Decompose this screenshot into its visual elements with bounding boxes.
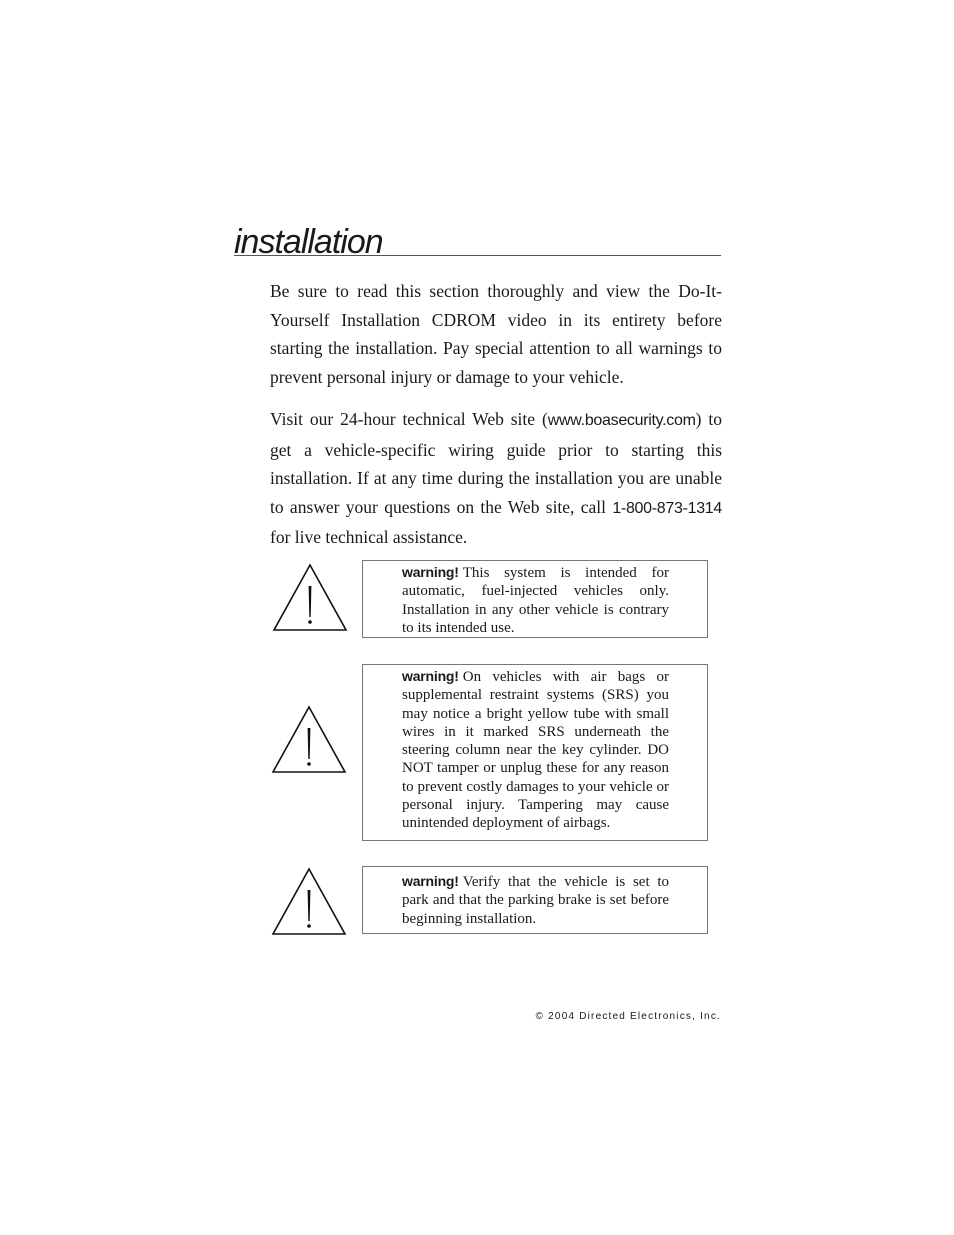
warning-triangle-icon [271, 704, 347, 774]
warning-text: On vehicles with air bags or supplemental restraint systems (SRS) you may notice a bright yellow tube with small wires in it marked SRS underneath the steering column near the key cylinder. DO NOT tamper or unplug these for any reason to prevent costly damages to your vehicle or personal injury. Tampering may cause unintended deployment of airbags. [402, 669, 669, 832]
warning-label: warning! [402, 564, 459, 580]
warning-label: warning! [402, 668, 459, 684]
warning-triangle-icon [271, 866, 347, 936]
intro-paragraph: Be sure to read this section thoroughly and view the Do-It-Yourself Installation CDROM video in its entirety before starting the installation. Pay special attention to all warnings to prevent personal injury or damage to your vehicle. [270, 281, 722, 387]
support-phone: 1-800-873-1314 [612, 499, 722, 517]
website-link[interactable]: www.boasecurity.com [547, 412, 696, 429]
title-rule [234, 255, 721, 256]
warning-box-1 [362, 560, 708, 638]
warning-box-3 [362, 866, 708, 934]
support-text-2: ) to get a vehicle-specific wiring guide prior to starting this installation. If at any time during the installation you are unable to answer your questions on the Web site, call [270, 409, 722, 517]
warning-text: This system is intended for automatic, fuel-injected vehicles only. Installation in any other vehicle is contrary to its intended use. [402, 565, 669, 636]
support-text-3: for live technical assistance. [270, 527, 468, 547]
warning-label: warning! [402, 873, 459, 889]
page-title: installation [234, 223, 383, 261]
warning-triangle-icon [272, 562, 348, 632]
copyright-footer: © 2004 Directed Electronics, Inc. [535, 1011, 721, 1022]
warning-text: Verify that the vehicle is set to park and that the parking brake is set before beginning installation. [402, 874, 669, 927]
support-text-1: Visit our 24-hour technical Web site ( [270, 409, 548, 429]
support-paragraph [270, 405, 722, 552]
warning-box-2 [362, 664, 708, 841]
